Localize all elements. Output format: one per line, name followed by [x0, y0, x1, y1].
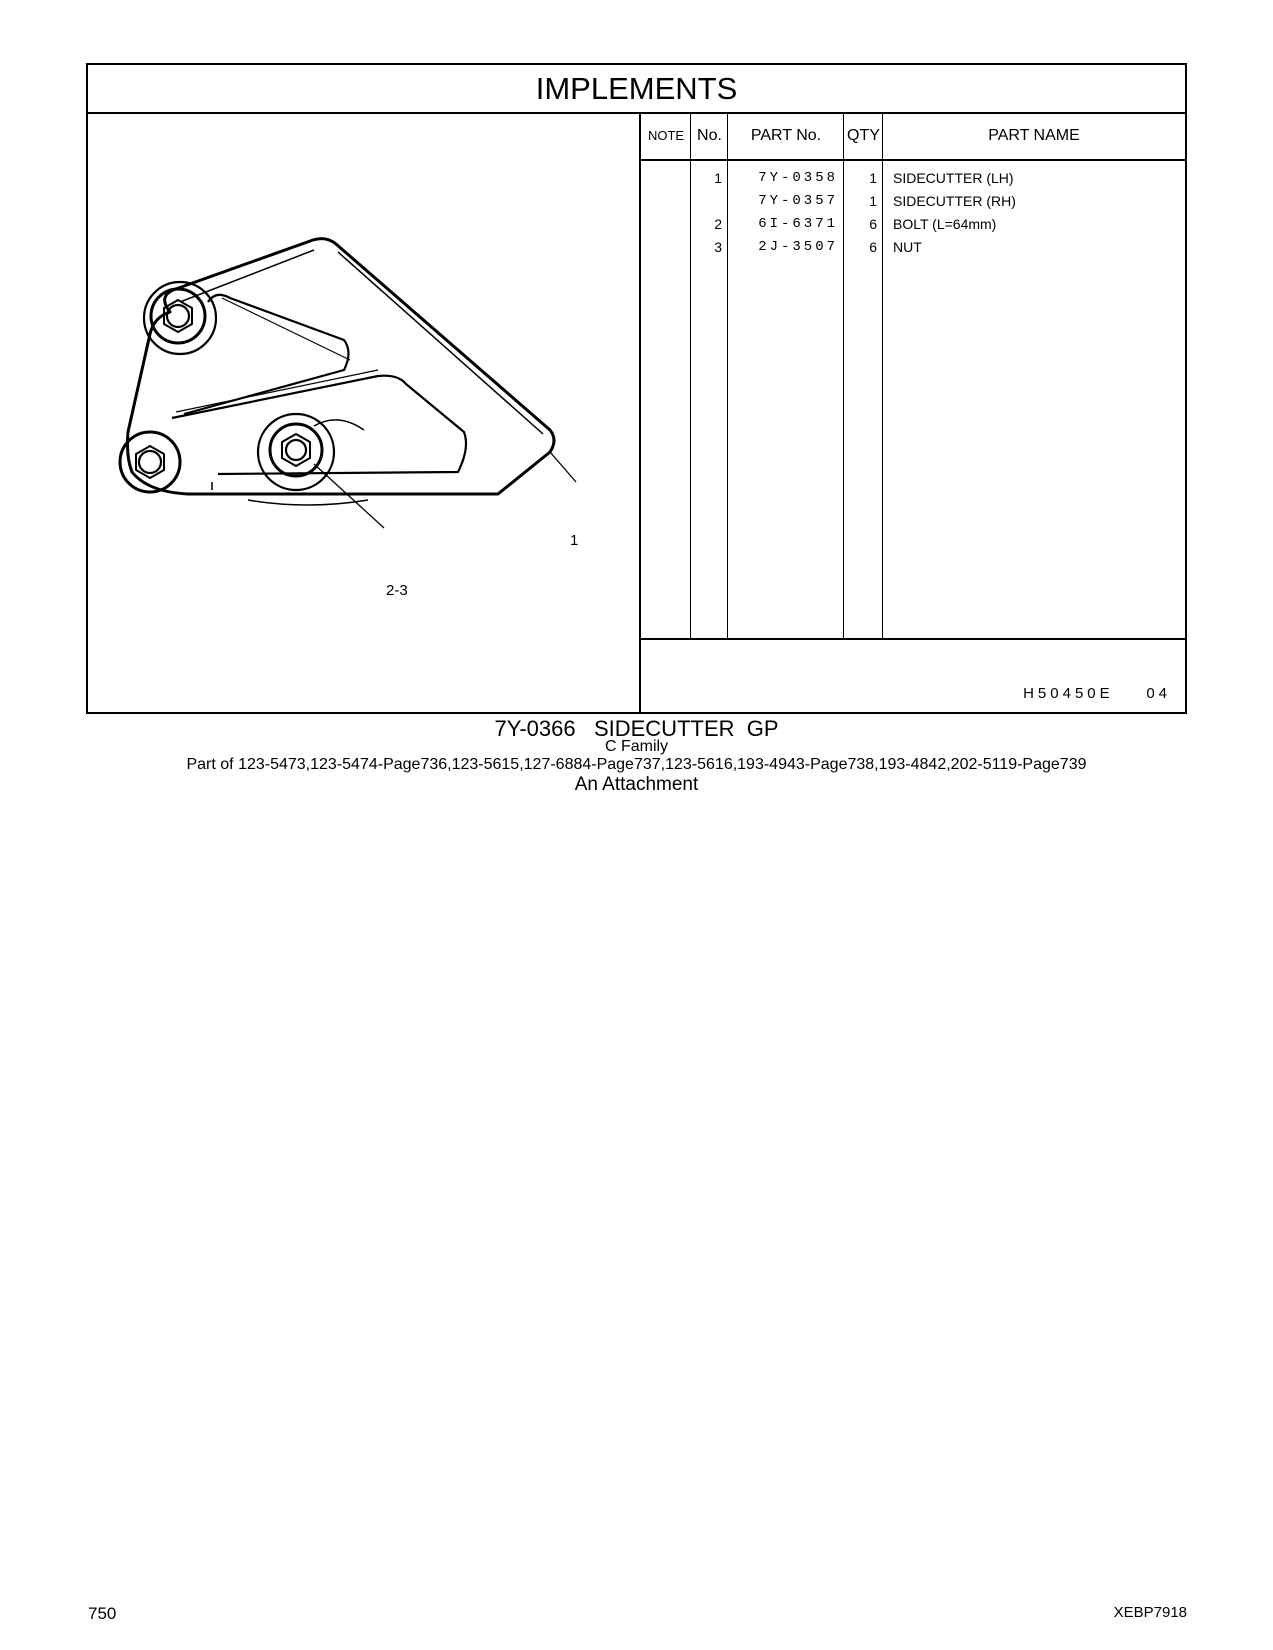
no-header: No. [697, 127, 722, 144]
row-part-no: 2J-3507 [758, 239, 838, 255]
part-no-header: PART No. [750, 127, 822, 144]
callout-1-label: 1 [570, 532, 579, 549]
row-qty: 6 [869, 239, 877, 255]
illustration-panel [88, 112, 641, 712]
note-header: NOTE [647, 128, 685, 143]
row-qty: 6 [869, 216, 877, 232]
row-no: 1 [714, 170, 722, 186]
table-row [641, 167, 1185, 190]
part-name-header: PART NAME [988, 127, 1080, 144]
section-title: IMPLEMENTS [88, 65, 1185, 114]
family-label: C Family [604, 738, 669, 755]
row-part-name: NUT [893, 239, 922, 255]
row-no: 3 [714, 239, 722, 255]
illustration-code: H50450E 04 [1023, 685, 1171, 702]
parts-frame [86, 63, 1187, 714]
table-header [641, 112, 1185, 161]
attachment-note: An Attachment [574, 774, 699, 795]
sidecutter-drawing [88, 112, 639, 712]
table-footer [641, 638, 1185, 712]
part-of-references: Part of 123-5473,123-5474-Page736,123-5615,127-6884-Page737,123-5616,193-4943-Page738,193-4842,202-5119-Page739 [186, 756, 1087, 773]
row-part-name: BOLT (L=64mm) [893, 216, 997, 232]
row-part-no: 6I-6371 [758, 216, 838, 232]
row-qty: 1 [869, 170, 877, 186]
page-number: 750 [88, 1604, 117, 1623]
row-part-name: SIDECUTTER (LH) [893, 170, 1014, 186]
parts-table [641, 112, 1185, 712]
qty-header: QTY [847, 127, 880, 144]
table-body [641, 167, 1185, 259]
row-part-name: SIDECUTTER (RH) [893, 193, 1016, 209]
table-row [641, 190, 1185, 213]
callout-2-3-label: 2-3 [386, 582, 408, 599]
row-no: 2 [714, 216, 722, 232]
row-part-no: 7Y-0358 [758, 170, 838, 186]
row-part-no: 7Y-0357 [758, 193, 838, 209]
group-title: 7Y-0366 SIDECUTTER GP [494, 716, 779, 741]
table-row [641, 236, 1185, 259]
document-id: XEBP7918 [1113, 1604, 1187, 1621]
row-qty: 1 [869, 193, 877, 209]
table-row [641, 213, 1185, 236]
